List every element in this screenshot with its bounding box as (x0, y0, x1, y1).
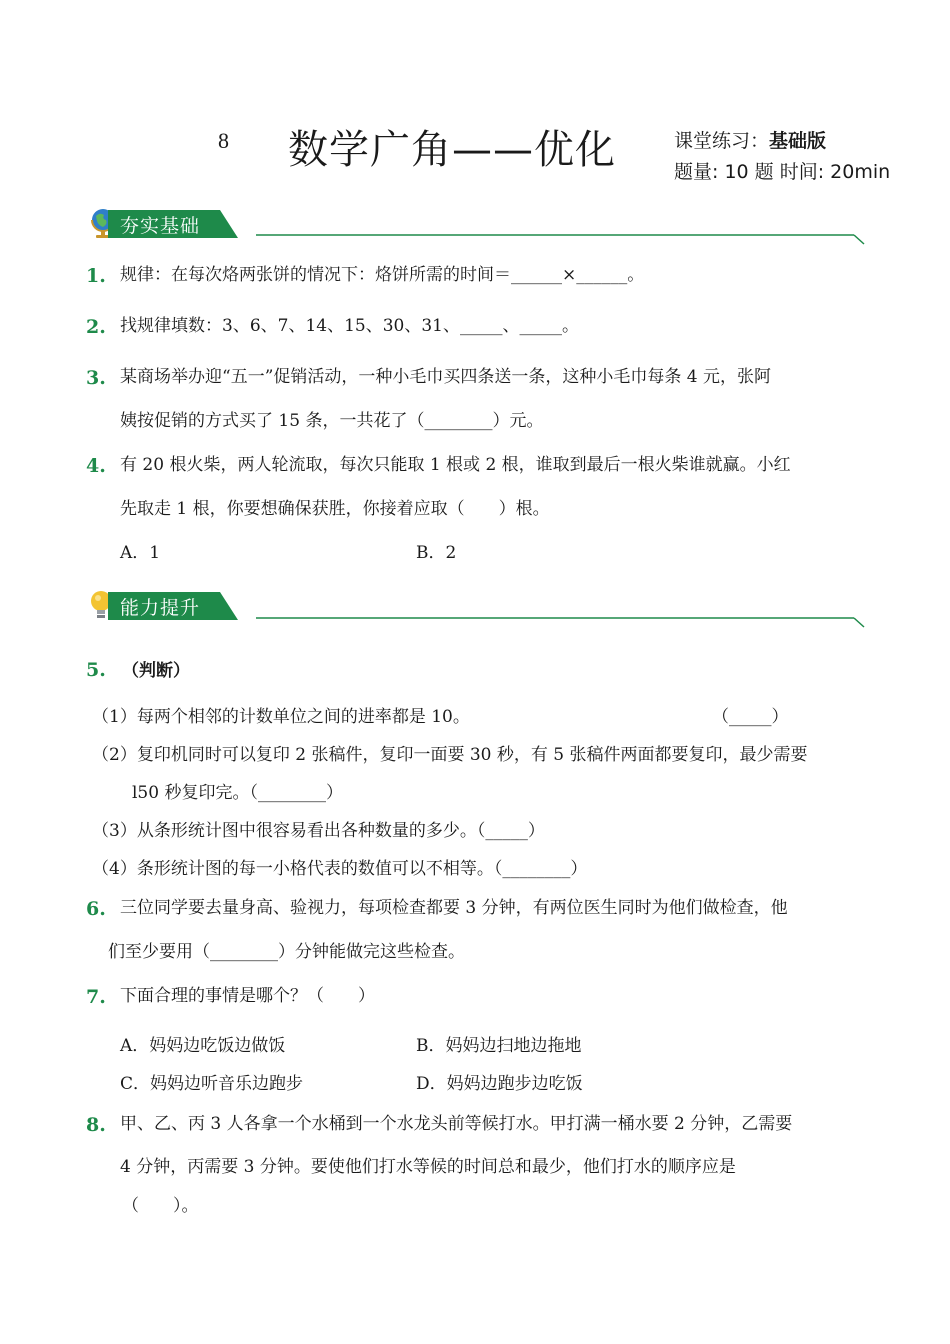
section-banner (108, 592, 238, 618)
practice-level: 基础版 (769, 130, 827, 152)
section-basic (88, 206, 868, 242)
option-b: B．2 (416, 543, 457, 563)
question-text: 甲、乙、丙 3 人各拿一个水桶到一个水龙头前等候打水。甲打满一桶水要 2 分钟，乙需要 (120, 1114, 793, 1134)
sub-question: （2）复印机同时可以复印 2 张稿件，复印一面要 30 秒，有 5 张稿件两面都要复印，最少需要 (92, 745, 808, 765)
question-text: 找规律填数：3、6、7、14、15、30、31、_____、_____。 (120, 316, 579, 336)
question-number: 5. (86, 659, 106, 681)
option-b: B．妈妈边扫地边拖地 (416, 1036, 582, 1056)
question-text: 三位同学要去量身高、验视力，每项检查都要 3 分钟，有两位医生同时为他们做检查，他 (120, 898, 788, 918)
question-number: 2. (86, 316, 106, 338)
question-text: （ ）。 (122, 1196, 199, 1216)
sub-question: （1）每两个相邻的计数单位之间的进率都是 10。 (92, 707, 470, 727)
sub-question: （4）条形统计图的每一小格代表的数值可以不相等。（________） (92, 859, 588, 879)
section-advanced (88, 588, 868, 624)
question-text: 规律：在每次烙两张饼的情况下：烙饼所需的时间＝______×______。 (120, 265, 645, 285)
option-a: A．1 (120, 543, 161, 563)
sub-question: l50 秒复印完。（________） (132, 783, 343, 803)
question-number: 6. (86, 898, 106, 920)
question-text: 姨按促销的方式买了 15 条，一共花了（________）元。 (120, 411, 544, 431)
practice-label: 课堂练习： (674, 130, 770, 152)
page-title: 数学广角——优化 (288, 127, 616, 173)
question-number: 1. (86, 265, 106, 287)
section-divider (256, 206, 868, 246)
sub-question: （3）从条形统计图中很容易看出各种数量的多少。（_____） (92, 821, 545, 841)
count-time: 题量: 10 题 时间: 20min (674, 161, 891, 183)
question-text: 4 分钟，丙需要 3 分钟。要使他们打水等候的时间总和最少，他们打水的顺序应是 (120, 1157, 736, 1177)
question-number: 3. (86, 367, 106, 389)
question-text: 们至少要用（________）分钟能做完这些检查。 (108, 942, 465, 962)
option-c: C．妈妈边听音乐边跑步 (120, 1074, 304, 1094)
section-title: 夯实基础 (120, 215, 201, 237)
practice-info (674, 126, 826, 153)
question-text: 某商场举办迎“五一”促销活动，一种小毛巾买四条送一条，这种小毛巾每条 4 元，张阿 (120, 367, 772, 387)
question-title: （判断） (122, 661, 190, 681)
section-banner (108, 210, 238, 236)
section-title: 能力提升 (120, 597, 201, 619)
question-text: 先取走 1 根，你要想确保获胜，你接着应取（ ）根。 (120, 499, 550, 519)
chapter-number: 8 (218, 128, 229, 153)
section-divider (256, 588, 868, 628)
answer-blank: （_____） (712, 707, 789, 727)
option-a: A．妈妈边吃饭边做饭 (120, 1036, 286, 1056)
question-number: 4. (86, 455, 106, 477)
option-d: D．妈妈边跑步边吃饭 (416, 1074, 583, 1094)
question-number: 8. (86, 1114, 106, 1136)
question-number: 7. (86, 986, 106, 1008)
question-text: 下面合理的事情是哪个？（ ） (120, 986, 375, 1006)
question-text: 有 20 根火柴，两人轮流取，每次只能取 1 根或 2 根，谁取到最后一根火柴谁就赢。小红 (120, 455, 791, 475)
